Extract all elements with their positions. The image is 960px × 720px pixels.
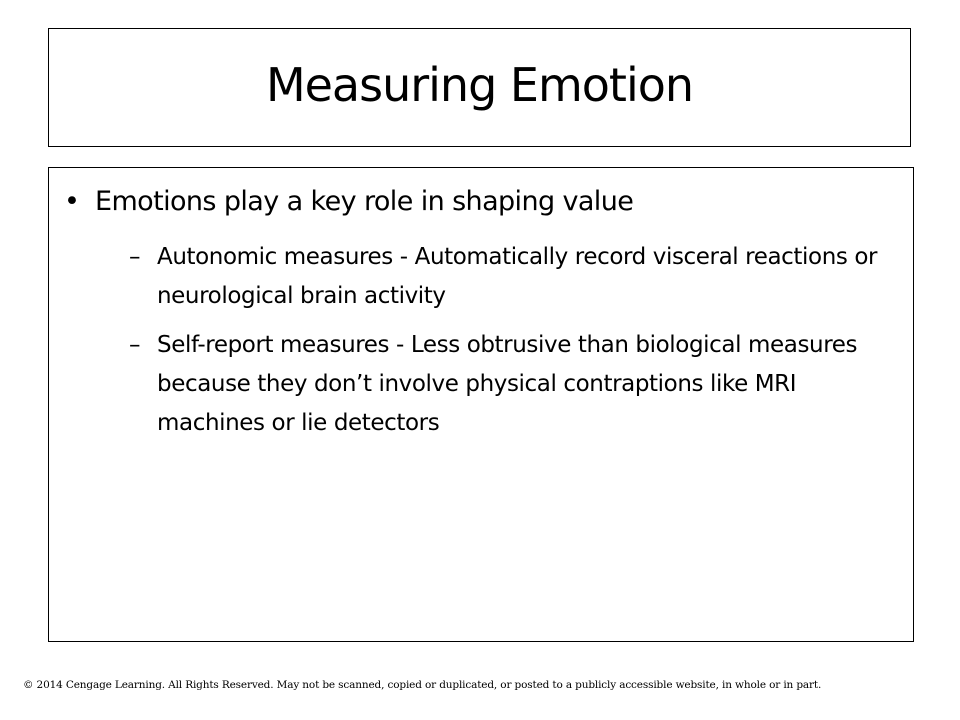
content-frame [48, 167, 914, 642]
slide-title: Measuring Emotion [265, 57, 694, 112]
sub-bullet-text: Autonomic measures - Automatically record visceral reactions or neurological brain activity [157, 244, 878, 309]
title-frame [48, 28, 911, 147]
sub-bullet-self-report [129, 326, 899, 443]
main-bullet [60, 183, 900, 221]
copyright-footer: © 2014 Cengage Learning. All Rights Reserved. May not be scanned, copied or duplicated, or posted to a publicly accessible website, in whole or in part. [23, 679, 822, 691]
sub-bullet-text: Self-report measures - Less obtrusive than biological measures because they don’t involve physical contraptions like MRI machines or lie detectors [157, 332, 858, 436]
sub-bullet-autonomic [129, 238, 899, 316]
dash-marker: – [129, 332, 141, 358]
sub-bullet-list [129, 238, 899, 453]
bullet-marker: • [64, 186, 80, 217]
dash-marker: – [129, 244, 141, 270]
main-bullet-text: Emotions play a key role in shaping value [95, 186, 634, 217]
